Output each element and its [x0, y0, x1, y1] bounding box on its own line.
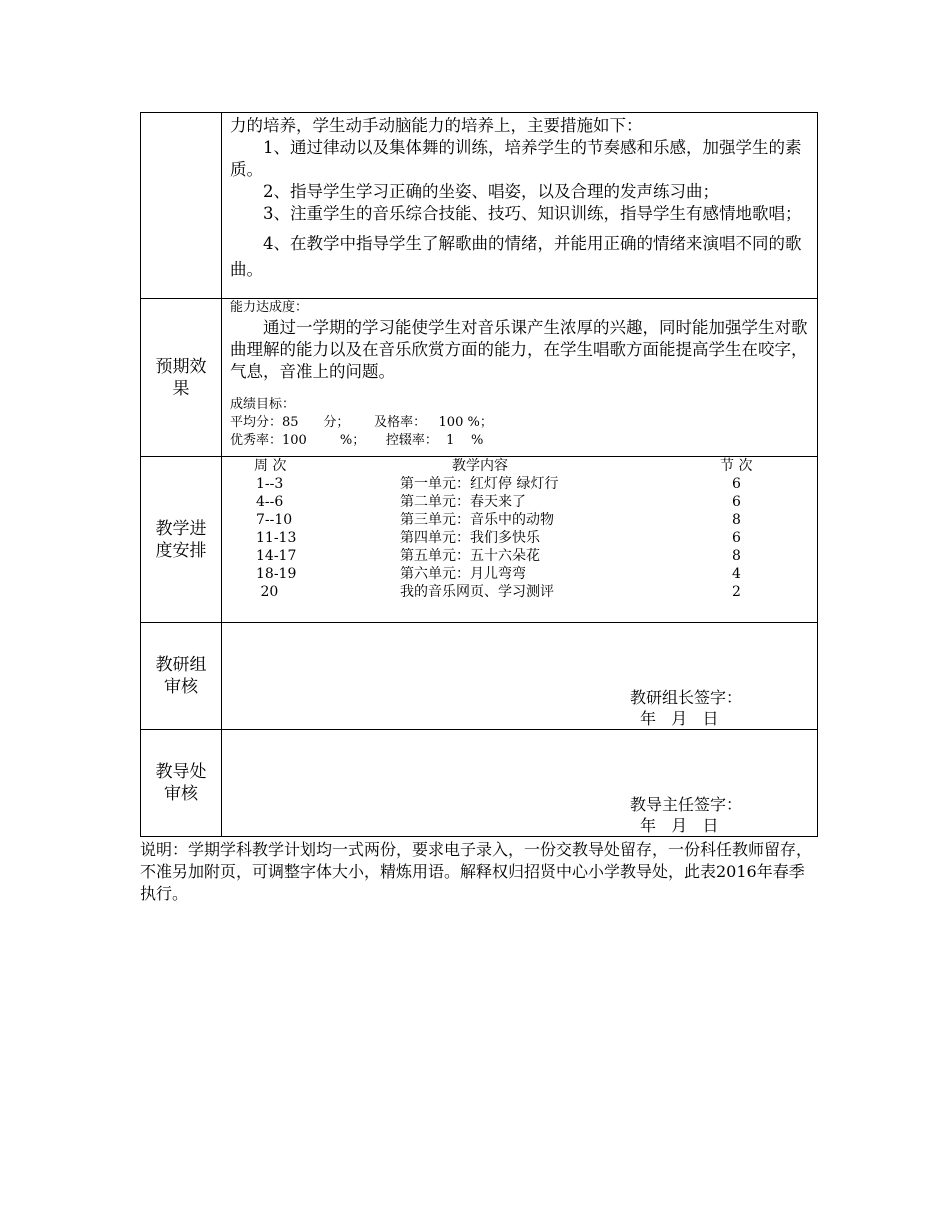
research-review-cell	[222, 623, 818, 730]
office-date-label: 年 月 日	[640, 816, 719, 835]
score-line-2: 优秀率：100 %； 控辍率： 1 %	[230, 433, 484, 448]
schedule-row-6	[222, 565, 817, 583]
ability-text: 通过一学期的学习能使学生对音乐课产生浓厚的兴趣，同时能加强学生对歌曲理解的能力以及在音乐欣赏方面的能力，在学生唱歌方面能提高学生在咬字，气息，音准上的问题。	[230, 318, 808, 381]
schedule-cell	[222, 457, 818, 623]
week-cell: 11-13	[256, 530, 297, 546]
research-review-label: 教研组审核	[155, 655, 207, 697]
schedule-row-3	[222, 511, 817, 529]
research-signature-label: 教研组长签字：	[630, 688, 743, 707]
periods-cell: 6	[732, 494, 741, 510]
office-review-label-cell	[141, 730, 222, 837]
schedule-table	[222, 457, 817, 601]
score-title: 成绩目标：	[230, 397, 296, 412]
periods-cell: 8	[732, 512, 741, 528]
periods-cell: 6	[732, 530, 741, 546]
content-cell: 第三单元：音乐中的动物	[400, 512, 554, 528]
schedule-header-row	[222, 457, 817, 475]
content-cell: 第六单元：月儿弯弯	[400, 566, 526, 582]
week-cell: 14-17	[256, 548, 297, 564]
content-cell: 第四单元：我们多快乐	[400, 530, 540, 546]
score-line-1: 平均分：85 分； 及格率： 100 %；	[230, 415, 493, 430]
measures-row	[141, 113, 818, 299]
research-date-label: 年 月 日	[640, 709, 719, 728]
office-review-row	[141, 730, 818, 837]
schedule-row	[141, 457, 818, 623]
footnote: 说明：学期学科教学计划均一式两份，要求电子录入，一份交教导处留存，一份科任教师留存，不准另加附页，可调整字体大小，精炼用语。解释权归招贤中心小学教导处，此表2016年春季执行。	[140, 840, 813, 903]
plan-table	[140, 112, 818, 837]
expected-row	[141, 299, 818, 457]
schedule-row-4	[222, 529, 817, 547]
office-review-label: 教导处审核	[155, 762, 207, 804]
week-cell: 18-19	[256, 566, 297, 582]
measure-item-2: 2、指导学生学习正确的坐姿、唱姿，以及合理的发声练习曲；	[263, 182, 719, 201]
content-cell: 第五单元：五十六朵花	[400, 548, 540, 564]
week-cell: 20	[256, 584, 279, 600]
measures-cell	[222, 113, 818, 299]
schedule-row-1	[222, 475, 817, 493]
measure-item-4: 4、在教学中指导学生了解歌曲的情绪，并能用正确的情绪来演唱不同的歌曲。	[230, 234, 802, 279]
week-cell: 4--6	[256, 494, 284, 510]
header-week: 周 次	[254, 458, 287, 474]
ability-title: 能力达成度：	[230, 300, 309, 315]
content-cell: 第一单元：红灯停 绿灯行	[400, 476, 559, 492]
research-review-label-cell	[141, 623, 222, 730]
measure-item-3: 3、注重学生的音乐综合技能、技巧、知识训练，指导学生有感情地歌唱；	[263, 204, 802, 223]
content-cell: 第二单元：春天来了	[400, 494, 526, 510]
schedule-label-cell	[141, 457, 222, 623]
periods-cell: 4	[732, 566, 741, 582]
periods-cell: 2	[732, 584, 741, 600]
expected-label: 预期效果	[155, 356, 207, 399]
week-cell: 7--10	[256, 512, 293, 528]
expected-label-cell	[141, 299, 222, 457]
research-review-row	[141, 623, 818, 730]
periods-cell: 6	[732, 476, 741, 492]
office-signature-label: 教导主任签字：	[630, 795, 743, 814]
office-review-cell	[222, 730, 818, 837]
measures-intro: 力的培养，学生动手动脑能力的培养上，主要措施如下：	[230, 116, 643, 135]
expected-cell	[222, 299, 818, 457]
schedule-row-5	[222, 547, 817, 565]
plan-document	[140, 112, 818, 905]
header-content: 教学内容	[452, 458, 508, 474]
schedule-row-7	[222, 583, 817, 601]
measure-item-1: 1、通过律动以及集体舞的训练，培养学生的节奏感和乐感，加强学生的素质。	[230, 138, 802, 179]
measures-label-cell	[141, 113, 222, 299]
content-cell: 我的音乐网页、学习测评	[400, 584, 554, 600]
header-periods: 节 次	[720, 458, 753, 474]
periods-cell: 8	[732, 548, 741, 564]
schedule-row-2	[222, 493, 817, 511]
week-cell: 1--3	[256, 476, 284, 492]
schedule-label: 教学进度安排	[155, 518, 207, 561]
